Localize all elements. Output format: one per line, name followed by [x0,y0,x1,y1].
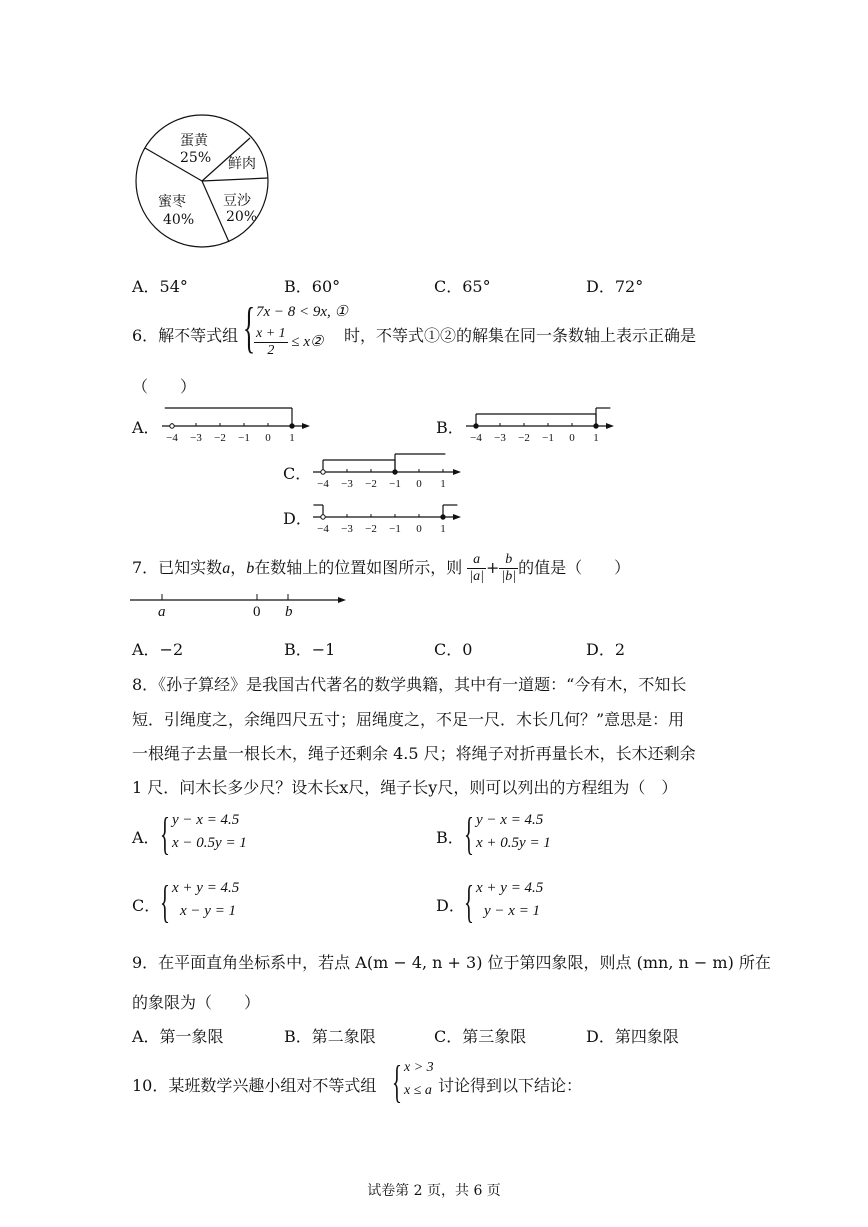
q6-numberline-a [160,402,320,446]
q7-option-b[interactable]: B．−1 [284,640,336,659]
tick-label: 0 [416,478,422,490]
q8-line-4: 1 尺．问木长多少尺？设木长x尺，绳子长y尺，则可以列出的方程组为（ ） [132,778,678,797]
q8-line-1: 8．《孙子算经》是我国古代著名的数学典籍，其中有一道题：“今有木，不知长 [132,675,687,694]
q8-option-b-eq1: y − x = 4.5 [476,812,544,828]
q6-numberline-d [311,493,471,537]
tick-label: 1 [440,523,446,535]
q10-brace: { [392,1056,402,1107]
q9-option-d[interactable]: D．第四象限 [586,1027,679,1046]
tick-label: −2 [518,432,530,444]
tick-label: −4 [317,478,329,490]
q5-option-d[interactable]: D．72° [586,277,644,296]
q6-option-d-label[interactable]: D． [283,509,312,528]
q6-suffix: 时，不等式①②的解集在同一条数轴上表示正确是 [344,326,697,345]
q8-option-c-eq2: x − y = 1 [180,903,237,919]
tick-label: −2 [365,523,377,535]
q7-option-d[interactable]: D．2 [586,640,626,659]
tick-label: −4 [470,432,482,444]
tick-label: 1 [440,478,446,490]
pie-label-xianrou: 鲜肉 [228,156,256,172]
q10-prefix: 10．某班数学兴趣小组对不等式组 [132,1076,377,1095]
q9-line-2: 的象限为（ ） [132,993,261,1012]
q6-option-c-label[interactable]: C． [283,464,312,483]
q6-option-a-label[interactable]: A． [132,418,160,437]
q9-option-c[interactable]: C．第三象限 [434,1027,527,1046]
q7-axis-b: b [285,604,293,620]
q8-option-c-brace: { [160,876,170,927]
q5-option-c[interactable]: C．65° [434,277,491,296]
tick-label: 0 [265,432,271,444]
q7-text: 7．已知实数a，b在数轴上的位置如图所示，则 $\frac{a}{|a|}$ + $\frac{b}{|b|}$ 的值是（ ） [132,552,631,584]
q8-option-a-label[interactable]: A． [132,828,160,847]
q5-option-a[interactable]: A．54° [132,277,188,296]
q6-numberline-b [464,402,624,446]
q8-option-d-brace: { [464,876,474,927]
q8-option-d-label[interactable]: D． [436,896,465,915]
q9-option-b[interactable]: B．第二象限 [284,1027,376,1046]
pie-label-dousha: 豆沙 [223,193,251,209]
q9-line-1: 9．在平面直角坐标系中，若点 A(m − 4, n + 3) 位于第四象限，则点 (mn, n − m) 所在 [132,953,771,972]
tick-label: 1 [593,432,599,444]
q6-prefix: 6．解不等式组 [132,326,239,345]
q8-option-a-eq2: x − 0.5y = 1 [172,835,247,851]
tick-label: −2 [214,432,226,444]
q6-paren: （ ） [132,377,197,396]
q6-numberline-c [311,448,471,492]
tick-label: −1 [238,432,250,444]
tick-label: −4 [166,432,178,444]
q10-suffix: 讨论得到以下结论： [438,1076,583,1095]
q8-option-a-eq1: y − x = 4.5 [172,812,240,828]
q8-option-b-eq2: x + 0.5y = 1 [476,835,551,851]
pie-label-danhuang: 蛋黄 [180,133,208,149]
tick-label: −3 [190,432,202,444]
q8-option-b-label[interactable]: B． [436,828,464,847]
q6-option-b-label[interactable]: B． [436,418,464,437]
q8-option-d-eq1: x + y = 4.5 [476,880,544,896]
q8-option-a-brace: { [160,808,170,859]
q6-ineq-1: 7x − 8 < 9x, ① [256,304,349,320]
pie-pct-dousha: 20% [226,209,258,225]
tick-label: −1 [389,523,401,535]
pie-label-mizao: 蜜枣 [158,194,186,210]
q8-option-c-eq1: x + y = 4.5 [172,880,240,896]
pie-pct-danhuang: 25% [180,150,212,166]
q10-ineq-1: x > 3 [404,1060,434,1075]
q7-option-c[interactable]: C．0 [434,640,473,659]
q9-option-a[interactable]: A．第一象限 [132,1027,224,1046]
page-footer: 试卷第 2 页，共 6 页 [367,1183,501,1199]
q10-ineq-2: x ≤ a [404,1083,432,1098]
q8-option-b-brace: { [464,808,474,859]
tick-label: −4 [317,523,329,535]
q6-brace: { [243,297,256,359]
tick-label: −1 [542,432,554,444]
q7-option-a[interactable]: A．−2 [132,640,184,659]
pie-pct-mizao: 40% [163,212,195,228]
tick-label: 0 [416,523,422,535]
q8-line-3: 一根绳子去量一根长木，绳子还剩余 4.5 尺；将绳子对折再量长木，长木还剩余 [132,744,696,763]
q8-line-2: 短．引绳度之，余绳四尺五寸；屈绳度之，不足一尺．木长几何？”意思是：用 [132,710,685,729]
tick-label: 0 [569,432,575,444]
q6-ineq-2: $\frac{x + 1}{2}$ ≤ x② [256,326,324,358]
q7-axis-a: a [158,604,166,620]
tick-label: −1 [389,478,401,490]
q8-option-c-label[interactable]: C． [132,896,161,915]
tick-label: −3 [341,523,353,535]
q5-option-b[interactable]: B．60° [284,277,341,296]
tick-label: −3 [341,478,353,490]
q7-axis-0: 0 [253,604,261,620]
tick-label: −2 [365,478,377,490]
q8-option-d-eq2: y − x = 1 [484,903,541,919]
tick-label: 1 [289,432,295,444]
tick-label: −3 [494,432,506,444]
